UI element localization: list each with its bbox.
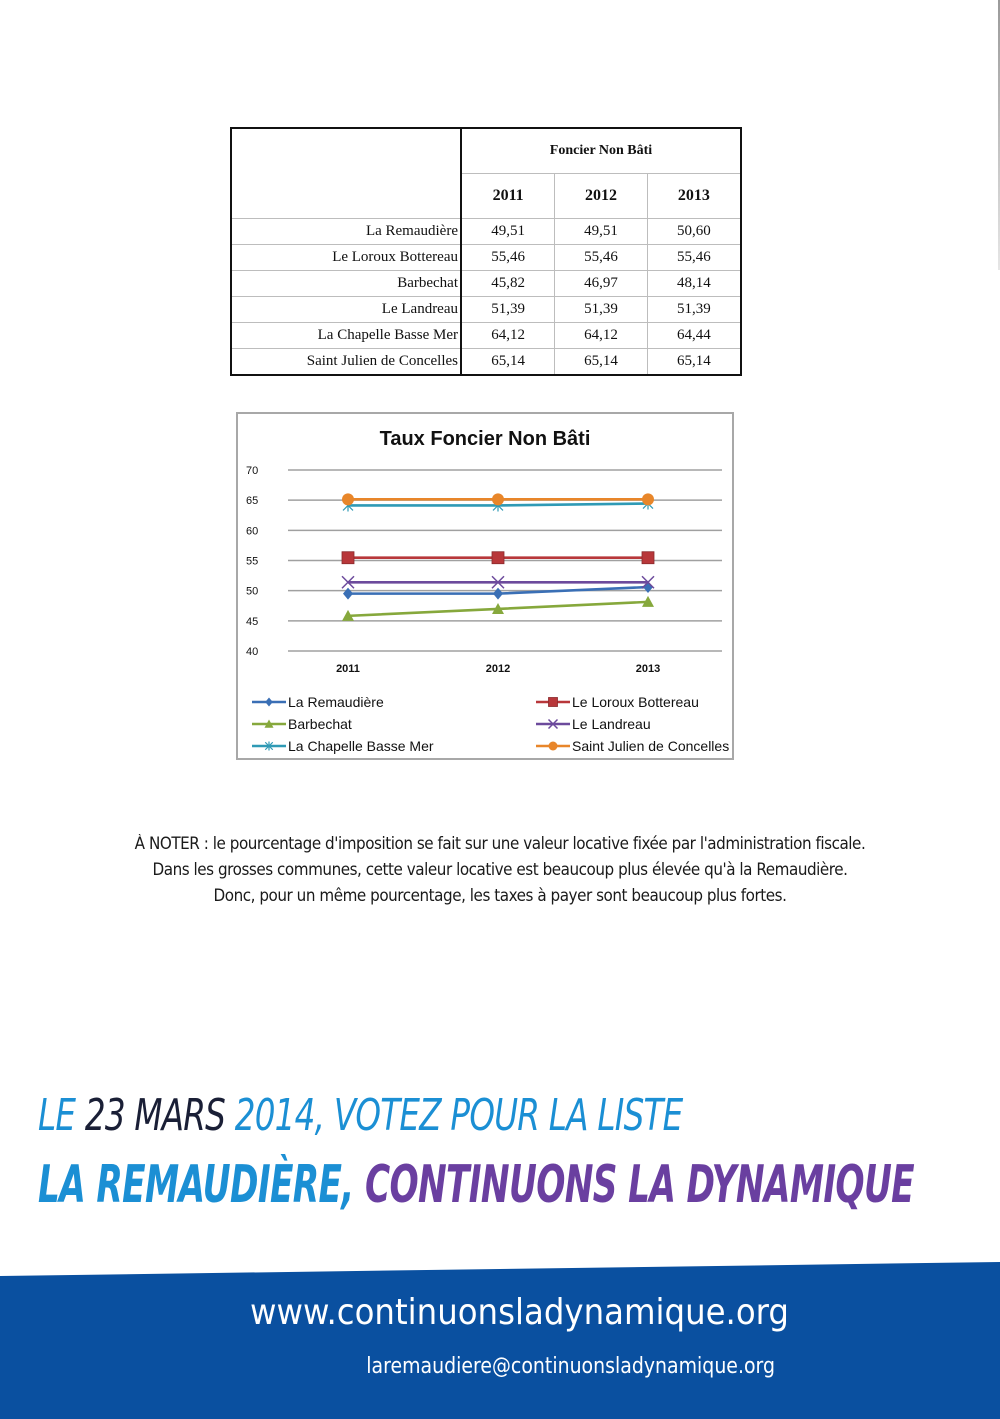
legend-label: Le Landreau: [572, 716, 651, 732]
email-link[interactable]: laremaudiere@continuonsladynamique.org: [366, 1354, 775, 1379]
y-tick-label: 60: [246, 525, 259, 538]
table-cell: 45,82: [461, 271, 555, 297]
y-tick-label: 40: [246, 646, 259, 658]
table-cell: 65,14: [555, 349, 647, 376]
x-tick-label: 2013: [635, 663, 661, 675]
table-row: [231, 245, 741, 271]
table-group-header: Foncier Non Bâti: [461, 128, 741, 174]
x-tick-label: 2012: [485, 663, 511, 675]
series-line: [342, 596, 654, 621]
website-link[interactable]: www.continuonsladynamique.org: [249, 1292, 789, 1333]
row-label: Saint Julien de Concelles: [231, 349, 461, 376]
table-cell: 48,14: [647, 271, 741, 297]
table-row: [231, 219, 741, 245]
legend-label: Saint Julien de Concelles: [572, 738, 730, 754]
legend-swatch-icon: [252, 695, 286, 709]
circle-marker-icon: [492, 493, 504, 505]
legend-swatch-icon: [252, 717, 286, 731]
circle-marker-icon: [549, 742, 558, 751]
table-cell: 65,14: [461, 349, 555, 376]
line-chart: [236, 412, 734, 760]
y-tick-label: 55: [246, 555, 259, 568]
row-label: Barbechat: [231, 271, 461, 297]
table-year-header: 2012: [555, 174, 647, 219]
legend-label: La Remaudière: [288, 694, 384, 710]
square-marker-icon: [642, 552, 654, 564]
legend-swatch-icon: [536, 739, 570, 753]
table-row: [231, 323, 741, 349]
slogan-line-1: [38, 1090, 683, 1141]
chart-title: Taux Foncier Non Bâti: [379, 428, 591, 450]
legend-swatch-icon: [252, 739, 286, 753]
note-line: Dans les grosses communes, cette valeur locative est beaucoup plus élevée qu'à la Remaudière.: [152, 860, 848, 879]
slogan-text: LE: [38, 1090, 85, 1141]
series-line: [342, 576, 654, 588]
table-cell: 51,39: [555, 297, 647, 323]
diamond-marker-icon: [493, 588, 503, 600]
table-cell: 55,46: [647, 245, 741, 271]
table-cell: 49,51: [461, 219, 555, 245]
legend-item: [252, 736, 434, 756]
y-tick-label: 50: [246, 585, 259, 598]
square-marker-icon: [492, 552, 504, 564]
table-cell: 51,39: [461, 297, 555, 323]
table-row: [231, 271, 741, 297]
table-cell: 50,60: [647, 219, 741, 245]
note-line: À NOTER : le pourcentage d'imposition se fait sur une valeur locative fixée par l'administration fiscale.: [134, 834, 866, 853]
table-cell: 55,46: [461, 245, 555, 271]
legend-label: Le Loroux Bottereau: [572, 694, 699, 710]
table-cell: 46,97: [555, 271, 647, 297]
table-year-header: 2011: [461, 174, 555, 219]
legend-label: La Chapelle Basse Mer: [288, 738, 434, 754]
slogan-text: 2014, VOTEZ POUR LA LISTE: [225, 1090, 683, 1141]
tax-rate-table: [230, 127, 742, 376]
square-marker-icon: [549, 698, 558, 707]
table-corner-cell: [231, 128, 461, 219]
row-label: Le Loroux Bottereau: [231, 245, 461, 271]
legend-swatch-icon: [536, 717, 570, 731]
x-tick-label: 2011: [336, 663, 360, 675]
table-cell: 64,12: [461, 323, 555, 349]
square-marker-icon: [342, 552, 354, 564]
table-cell: 65,14: [647, 349, 741, 376]
footer-banner: [0, 1262, 1000, 1419]
slogan-town: LA REMAUDIÈRE,: [38, 1155, 354, 1215]
legend-swatch-icon: [536, 695, 570, 709]
legend-item: [252, 692, 384, 712]
series-line: [342, 552, 654, 564]
row-label: La Remaudière: [231, 219, 461, 245]
slogan-line-2: [38, 1155, 914, 1215]
table-row: [231, 349, 741, 376]
slogan-list-name: CONTINUONS LA DYNAMIQUE: [353, 1155, 914, 1215]
legend-item: [536, 736, 729, 756]
table-cell: 64,44: [647, 323, 741, 349]
legend-item: [536, 692, 699, 712]
y-tick-label: 45: [246, 615, 259, 628]
note-paragraph: [40, 831, 960, 909]
table-cell: 64,12: [555, 323, 647, 349]
table-cell: 49,51: [555, 219, 647, 245]
row-label: La Chapelle Basse Mer: [231, 323, 461, 349]
legend-item: [536, 714, 651, 734]
y-tick-label: 70: [246, 465, 259, 477]
diamond-marker-icon: [343, 588, 353, 600]
table-row: [231, 297, 741, 323]
legend-item: [252, 714, 352, 734]
diamond-marker-icon: [265, 698, 273, 707]
slogan-date: 23 MARS: [84, 1090, 226, 1141]
circle-marker-icon: [642, 493, 654, 505]
legend-label: Barbechat: [288, 716, 352, 732]
table-cell: 55,46: [555, 245, 647, 271]
table-year-header: 2013: [647, 174, 741, 219]
circle-marker-icon: [342, 493, 354, 505]
note-line: Donc, pour un même pourcentage, les taxes à payer sont beaucoup plus fortes.: [213, 886, 787, 905]
row-label: Le Landreau: [231, 297, 461, 323]
table-cell: 51,39: [647, 297, 741, 323]
y-tick-label: 65: [246, 495, 259, 508]
